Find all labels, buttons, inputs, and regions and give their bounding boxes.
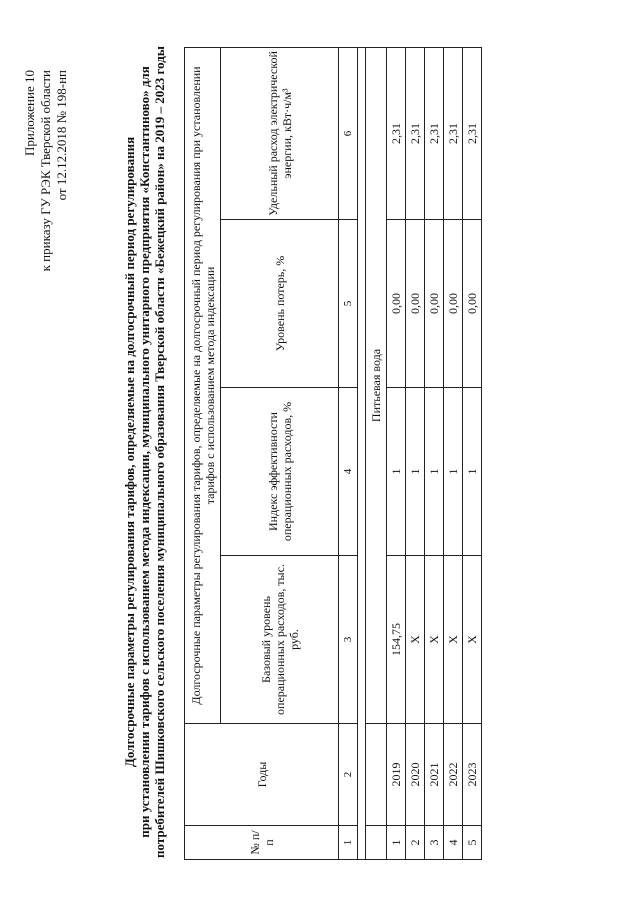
row-energy-consumption: 2,31	[406, 47, 425, 219]
row-loss-level: 0,00	[463, 220, 482, 388]
annex-order: к приказу ГУ РЭК Тверской области	[38, 70, 53, 272]
row-number: 4	[444, 826, 463, 860]
document-title	[122, 40, 167, 864]
row-efficiency-index: 1	[425, 388, 444, 556]
row-base-opex: X	[463, 556, 482, 724]
annex-header	[22, 70, 70, 271]
row-number: 5	[463, 826, 482, 860]
row-loss-level: 0,00	[406, 220, 425, 388]
row-base-opex: X	[406, 556, 425, 724]
row-number: 2	[406, 826, 425, 860]
separator	[358, 47, 366, 859]
title-line-1: Долгосрочные параметры регулирования тарифов, определяемые на долгосрочный период регулирования	[122, 136, 137, 768]
row-loss-level: 0,00	[425, 220, 444, 388]
table-row	[406, 47, 425, 859]
section-drinking-water: Питьевая вода	[366, 47, 387, 723]
column-number: 1	[339, 826, 358, 860]
header-efficiency-index: Индекс эффективности операционных расходов, %	[221, 388, 339, 556]
row-loss-level: 0,00	[387, 220, 406, 388]
column-number: 5	[339, 220, 358, 388]
header-energy-consumption: Удельный расход электрической энергии, кВт·ч/м³	[221, 47, 339, 219]
row-loss-level: 0,00	[444, 220, 463, 388]
section-blank	[366, 826, 387, 860]
title-line-3: потребителей Шишковского сельского поселения муниципального образования Тверской области «Бежецкий район» на 2019 – 2023 годы	[152, 46, 167, 858]
header-years: Годы	[185, 724, 339, 826]
row-energy-consumption: 2,31	[387, 47, 406, 219]
row-energy-consumption: 2,31	[463, 47, 482, 219]
table-row	[463, 47, 482, 859]
row-efficiency-index: 1	[463, 388, 482, 556]
parameters-table	[184, 47, 482, 860]
row-efficiency-index: 1	[406, 388, 425, 556]
row-year: 2023	[463, 724, 482, 826]
row-energy-consumption: 2,31	[444, 47, 463, 219]
column-number: 2	[339, 724, 358, 826]
header-number: № п/п	[185, 826, 339, 860]
row-year: 2021	[425, 724, 444, 826]
row-base-opex: X	[425, 556, 444, 724]
row-year: 2020	[406, 724, 425, 826]
row-base-opex: 154,75	[387, 556, 406, 724]
row-efficiency-index: 1	[444, 388, 463, 556]
row-base-opex: X	[444, 556, 463, 724]
header-group: Долгосрочные параметры регулирования тарифов, определяемые на долгосрочный период регулирования при установлении тарифов с использованием метода индексации	[185, 47, 221, 723]
header-loss-level: Уровень потерь, %	[221, 220, 339, 388]
row-energy-consumption: 2,31	[425, 47, 444, 219]
row-year: 2019	[387, 724, 406, 826]
annex-date: от 12.12.2018 № 198-нп	[54, 70, 69, 201]
row-year: 2022	[444, 724, 463, 826]
row-number: 1	[387, 826, 406, 860]
column-number: 4	[339, 388, 358, 556]
annex-number: Приложение 10	[22, 70, 37, 157]
column-number: 6	[339, 47, 358, 219]
table-row	[387, 47, 406, 859]
table-row	[425, 47, 444, 859]
column-numbers-row	[339, 47, 358, 859]
header-base-opex: Базовый уровень операционных расходов, тыс. руб.	[221, 556, 339, 724]
title-line-2: при установлении тарифов с использованием метода индексации, муниципального унитарного предприятия «Константиново» для	[137, 66, 152, 838]
table-row	[444, 47, 463, 859]
row-number: 3	[425, 826, 444, 860]
section-blank	[366, 724, 387, 826]
column-number: 3	[339, 556, 358, 724]
row-efficiency-index: 1	[387, 388, 406, 556]
